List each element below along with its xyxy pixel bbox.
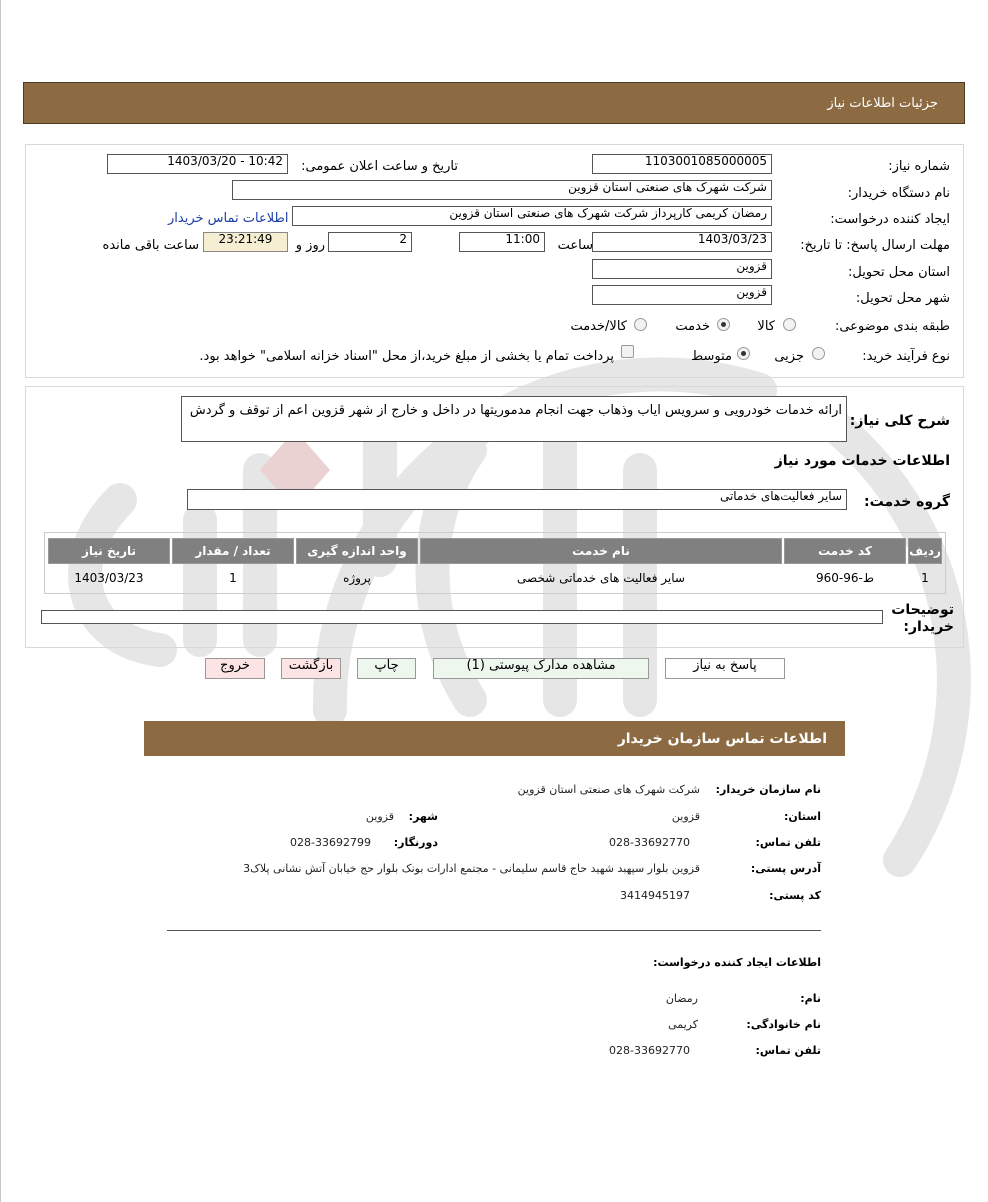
need-number-field: 1103001085000005	[592, 154, 772, 174]
cell-unit: پروژه	[343, 571, 371, 585]
remaining-time-label: ساعت باقی مانده	[102, 238, 199, 253]
service-group-field: سایر فعالیت‌های خدماتی	[187, 489, 847, 510]
contact-city-label: شهر:	[408, 810, 438, 823]
contact-province-label: استان:	[784, 810, 821, 823]
cell-quantity: 1	[229, 571, 237, 585]
process-option-medium: متوسط	[691, 349, 732, 364]
contact-phone-label: تلفن تماس:	[755, 836, 821, 849]
need-number-label: شماره نیاز:	[888, 159, 950, 174]
back-button[interactable]: بازگشت	[281, 658, 341, 679]
delivery-province-field: قزوین	[592, 259, 772, 279]
contact-separator	[167, 930, 821, 931]
page-left-border	[0, 0, 1, 1202]
contact-fax-label: دورنگار:	[393, 836, 438, 849]
creator-family-value: کریمی	[668, 1018, 698, 1031]
contact-city-value: قزوین	[365, 810, 394, 823]
cell-service-code: ط-96-960	[816, 571, 874, 585]
category-label: طبقه بندی موضوعی:	[834, 319, 950, 334]
description-label: شرح کلی نیاز:	[849, 413, 950, 429]
contact-phone-value: 028-33692770	[609, 836, 690, 849]
contact-address-label: آدرس پستی:	[750, 862, 821, 875]
announce-datetime-label: تاریخ و ساعت اعلان عمومی:	[301, 159, 458, 174]
deadline-date-field: 1403/03/23	[592, 232, 772, 252]
reply-button[interactable]: پاسخ به نیاز	[665, 658, 785, 679]
contact-fax-value: 028-33692799	[290, 836, 371, 849]
col-header-service-name: نام خدمت	[420, 538, 782, 564]
delivery-city-label: شهر محل تحویل:	[855, 291, 950, 306]
deadline-time-field: 11:00	[459, 232, 545, 252]
creator-info-title: اطلاعات ایجاد کننده درخواست:	[653, 956, 821, 969]
buyer-notes-field	[41, 610, 883, 624]
category-option-goods: کالا	[757, 319, 775, 334]
creator-family-label: نام خانوادگی:	[746, 1018, 821, 1031]
service-group-label: گروه خدمت:	[864, 494, 950, 510]
deadline-days-label: روز و	[295, 238, 325, 253]
delivery-city-field: قزوین	[592, 285, 772, 305]
treasury-payment-note: پرداخت تمام یا بخشی از مبلغ خرید،از محل "اسناد خزانه اسلامی" خواهد بود.	[199, 349, 614, 364]
creator-phone-label: تلفن تماس:	[755, 1044, 821, 1057]
col-header-unit: واحد اندازه گیری	[296, 538, 418, 564]
col-header-need-date: تاریخ نیاز	[48, 538, 170, 564]
contact-address-value: قزوین بلوار سپهبد شهید حاج قاسم سلیمانی - مجتمع ادارات بونک بلوار حج خیابان آتش نشانی پلاک3	[243, 862, 700, 875]
treasury-payment-checkbox[interactable]	[621, 345, 634, 358]
col-header-service-code: کد خدمت	[784, 538, 906, 564]
buyer-contact-link[interactable]: اطلاعات تماس خریدار	[168, 211, 289, 226]
table-row	[48, 566, 942, 590]
page-header	[23, 82, 965, 124]
contact-org-value: شرکت شهرک های صنعتی استان قزوین	[517, 783, 700, 796]
buyer-org-label: نام دستگاه خریدار:	[847, 186, 950, 201]
contact-header	[144, 721, 845, 756]
process-option-minor: جزیی	[774, 349, 804, 364]
exit-button[interactable]: خروج	[205, 658, 265, 679]
cell-service-name: سایر فعالیت های خدماتی شخصی	[517, 571, 685, 585]
category-radio-service[interactable]	[717, 318, 730, 331]
col-header-row: ردیف	[908, 538, 942, 564]
cell-need-date: 1403/03/23	[74, 571, 144, 585]
category-radio-goods[interactable]	[783, 318, 796, 331]
requester-label: ایجاد کننده درخواست:	[830, 212, 950, 227]
remaining-time-field: 23:21:49	[203, 232, 288, 252]
contact-header-title: اطلاعات تماس سازمان خریدار	[617, 731, 827, 747]
category-option-service: خدمت	[675, 319, 710, 334]
print-button[interactable]: چاپ	[357, 658, 416, 679]
services-table	[46, 536, 944, 592]
deadline-label: مهلت ارسال پاسخ: تا تاریخ:	[800, 238, 950, 253]
page-header-title: جزئیات اطلاعات نیاز	[827, 96, 938, 111]
requester-field: رمضان کریمی کارپرداز شرکت شهرک های صنعتی استان قزوین	[292, 206, 772, 226]
contact-postal-value: 3414945197	[620, 889, 690, 902]
deadline-time-label: ساعت	[557, 238, 593, 253]
buyer-org-field: شرکت شهرک های صنعتی استان قزوین	[232, 180, 772, 200]
creator-name-value: رمضان	[665, 992, 698, 1005]
category-radio-goods-service[interactable]	[634, 318, 647, 331]
delivery-province-label: استان محل تحویل:	[848, 265, 950, 280]
contact-org-label: نام سازمان خریدار:	[715, 783, 821, 796]
creator-name-label: نام:	[800, 992, 821, 1005]
attachments-button[interactable]: مشاهده مدارک پیوستی (1)	[433, 658, 649, 679]
deadline-days-field: 2	[328, 232, 412, 252]
process-type-label: نوع فرآیند خرید:	[862, 349, 950, 364]
process-radio-medium[interactable]	[737, 347, 750, 360]
cell-row: 1	[921, 571, 929, 585]
category-option-goods-service: کالا/خدمت	[570, 319, 627, 334]
col-header-quantity: تعداد / مقدار	[172, 538, 294, 564]
contact-province-value: قزوین	[671, 810, 700, 823]
description-field: ارائه خدمات خودرویی و سرویس ایاب وذهاب جهت انجام مدموریتها در داخل و خارج از شهر قزوین اعم از توقف و گردش	[181, 396, 847, 442]
process-radio-minor[interactable]	[812, 347, 825, 360]
announce-datetime-field: 1403/03/20 - 10:42	[107, 154, 288, 174]
buyer-notes-label: توضیحات خریدار:	[891, 602, 954, 635]
creator-phone-value: 028-33692770	[609, 1044, 690, 1057]
contact-postal-label: کد پستی:	[769, 889, 821, 902]
services-section-title: اطلاعات خدمات مورد نیاز	[774, 453, 950, 469]
